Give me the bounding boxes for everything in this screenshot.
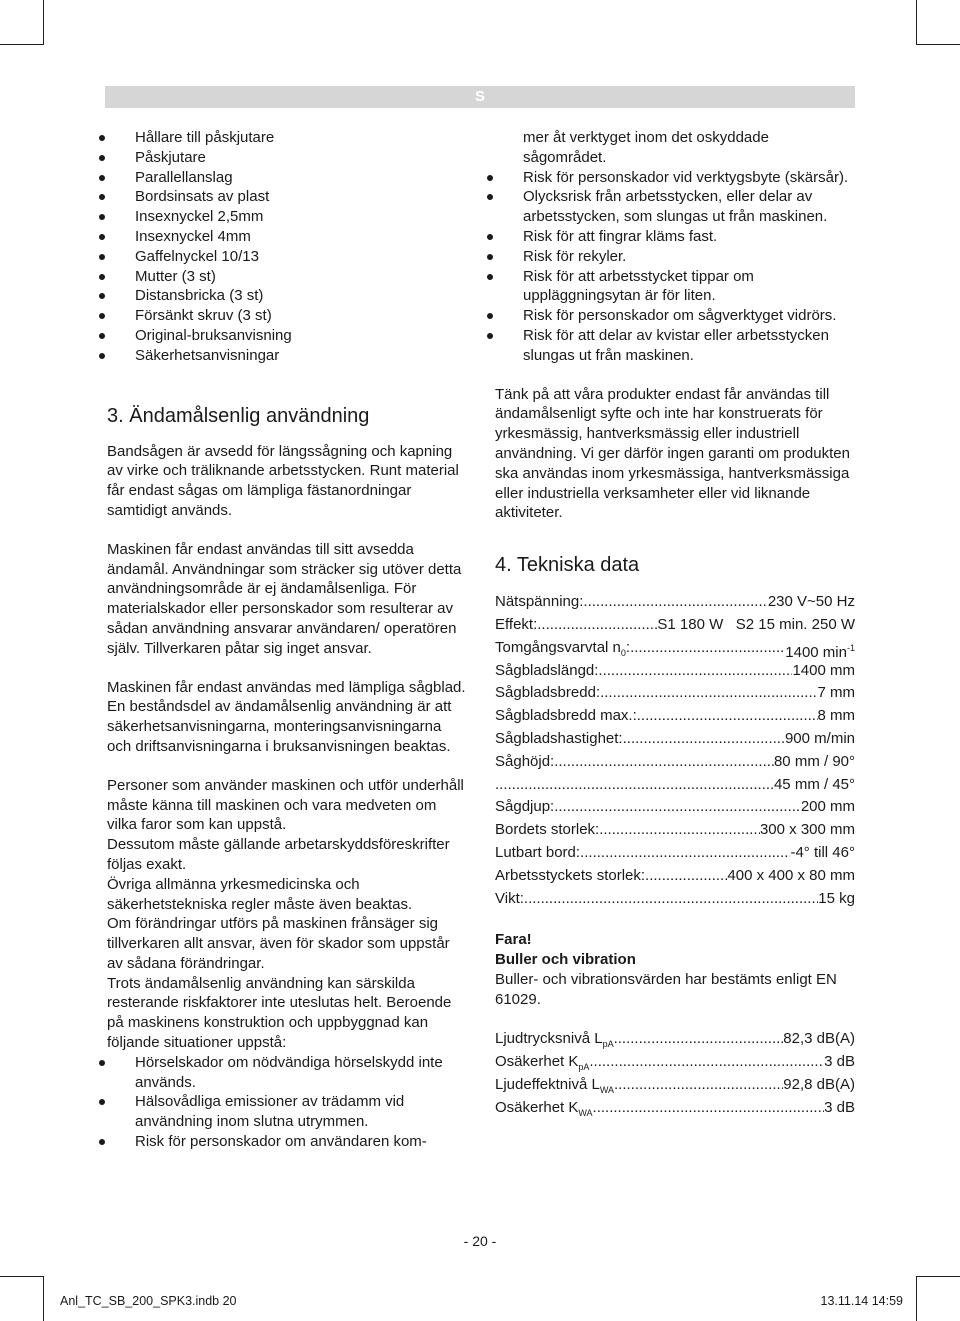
crop-mark <box>916 0 917 45</box>
paragraph: Trots ändamålsenlig användning kan särskilda resterande riskfaktorer inte uteslutas helt. Beroende på maskinens konstruktion och uppbyggnad kan följande situationer uppstå: <box>107 974 452 1052</box>
spec-label: Lutbart bord: <box>495 843 581 861</box>
spec-row <box>495 1028 855 1051</box>
crop-mark <box>916 1276 917 1321</box>
spec-label: Bordets storlek: <box>495 821 600 839</box>
spec-label: Osäkerhet $K_{WA}$ <box>495 1098 593 1118</box>
list-item: Påskjutare <box>107 148 467 168</box>
paragraph: Maskinen får endast användas med lämpliga sågblad. En beståndsdel av ändamålsenlig användning är att säkerhetsanvisningarna, monteringsanvisningarna och driftsanvisningarna i bruksanvisningen beaktas. <box>107 678 466 755</box>
spec-label: Arbetsstyckets storlek: <box>495 866 646 884</box>
language-header-bar <box>105 86 855 108</box>
continued-text: mer åt verktyget inom det oskyddade sågområdet. <box>523 129 769 166</box>
list-item: Olycksrisk från arbetsstycken, eller delar av arbetsstycken, som slungas ut från maskinen. <box>495 187 855 227</box>
spec-label: Nätspänning: <box>495 593 584 611</box>
crop-mark <box>0 44 44 45</box>
spec-row <box>495 614 855 637</box>
spec-value: -4° till 46° <box>790 843 855 861</box>
list-item: Risk för att fingrar kläms fast. <box>495 227 855 247</box>
list-item: Risk för personskador vid verktygsbyte (skärsår). <box>495 168 855 188</box>
spec-value: 3 dB <box>824 1098 855 1116</box>
spec-value: 3 dB <box>824 1053 855 1071</box>
spec-value: 7 mm <box>817 684 855 702</box>
spec-row <box>495 637 855 660</box>
list-item: Risk för att arbetsstycket tippar om uppläggningsytan är för liten. <box>495 267 855 307</box>
spec-row <box>495 705 855 728</box>
noise-title: Buller och vibration <box>495 951 636 969</box>
spec-row <box>495 888 855 911</box>
list-item: Risk för rekyler. <box>495 247 855 267</box>
list-item: Mutter (3 st) <box>107 267 467 287</box>
paragraph: Tänk på att våra produkter endast får användas till ändamålsenligt syfte och inte har konstruerats för yrkesmässig, hantverksmässig eller industriell användning. Vi ger därför ingen garanti om produkten ska användas inom yrkesmässiga, hantverksmässiga eller industriella verksamheter eller vid liknande aktiviteter. <box>495 385 850 522</box>
spec-label: Vikt: <box>495 889 524 907</box>
spec-value: 1400 mm <box>792 661 855 679</box>
spec-row <box>495 1097 855 1120</box>
crop-mark <box>916 1276 960 1277</box>
page-number: - 20 - <box>463 1233 497 1249</box>
spec-value: 300 x 300 mm <box>759 821 855 839</box>
spec-value: 92,8 dB(A) <box>783 1076 855 1094</box>
danger-label: Fara! <box>495 931 532 949</box>
risk-list-continued <box>495 168 855 366</box>
noise-table <box>495 1028 855 1119</box>
crop-mark <box>43 1276 44 1321</box>
list-item: Försänkt skruv (3 st) <box>107 306 467 326</box>
spec-label: Sågbladsbredd max.: <box>495 707 637 725</box>
crop-mark <box>916 44 960 45</box>
spec-label: Sågbladslängd: <box>495 661 599 679</box>
accessory-list <box>107 128 467 366</box>
right-column <box>495 128 855 1120</box>
crop-mark <box>0 1276 44 1277</box>
spec-value: 230 V~50 Hz <box>767 593 855 611</box>
list-item: Distansbricka (3 st) <box>107 286 467 306</box>
left-column <box>107 128 467 1152</box>
footer-date: 13.11.14 14:59 <box>820 1294 903 1308</box>
spec-row <box>495 1074 855 1097</box>
spec-value: 82,3 dB(A) <box>783 1030 855 1048</box>
paragraph: Dessutom måste gällande arbetarskyddsföreskrifter följas exakt. <box>107 836 450 873</box>
spec-row <box>495 682 855 705</box>
paragraph: Personer som använder maskinen och utför underhåll måste känna till maskinen och vara medveten om vilka faror som kan uppstå. <box>107 776 464 834</box>
list-item: Bordsinsats av plast <box>107 187 467 207</box>
spec-row <box>495 751 855 774</box>
language-letter: S <box>474 88 485 105</box>
spec-value: 900 m/min <box>784 729 855 747</box>
list-item: Hälsovådliga emissioner av trädamm vid användning inom slutna utrymmen. <box>107 1092 467 1132</box>
paragraph: Bandsågen är avsedd för längssågning och kapning av virke och träliknande arbetsstycken. Runt material får endast sågas om lämpliga fästanordningar samtidigt används. <box>107 442 459 519</box>
list-item: Risk för personskador om användaren kom- <box>107 1132 467 1152</box>
spec-label: Tomgångsvarvtal $n_0$: <box>495 638 631 658</box>
list-item: Hållare till påskjutare <box>107 128 467 148</box>
spec-row <box>495 728 855 751</box>
spec-row <box>495 865 855 888</box>
list-item: Gaffelnyckel 10/13 <box>107 247 467 267</box>
spec-label: Såghöjd: <box>495 752 555 770</box>
spec-label: Sågbladsbredd: <box>495 684 601 702</box>
spec-value: S1 180 W S2 15 min. 250 W <box>657 615 855 633</box>
list-item: Parallellanslag <box>107 168 467 188</box>
paragraph: Övriga allmänna yrkesmedicinska och säkerhetstekniska regler måste även beaktas. <box>107 875 413 913</box>
spec-value: 400 x 400 x 80 mm <box>727 866 855 884</box>
spec-value: 1400 $\min^{-1}$ <box>785 642 855 660</box>
spec-value: 80 mm / 90° <box>773 752 855 770</box>
list-item: Insexnyckel 4mm <box>107 227 467 247</box>
risk-list <box>107 1053 467 1152</box>
paragraph: Buller- och vibrationsvärden har bestämts enligt EN 61029. <box>495 970 837 1008</box>
list-item: Säkerhetsanvisningar <box>107 346 467 366</box>
spec-row <box>495 660 855 683</box>
spec-table <box>495 591 855 910</box>
paragraph: Om förändringar utförs på maskinen frånsäger sig tillverkaren allt ansvar, även för skador som uppstår av sådana förändringar. <box>107 915 450 972</box>
spec-value: 15 kg <box>818 889 855 907</box>
spec-label: Ljudtrycksnivå $L_{pA}$ <box>495 1030 614 1050</box>
crop-mark <box>43 0 44 45</box>
paragraph: Maskinen får endast användas till sitt avsedda ändamål. Användningar som sträcker sig utöver detta användningsområde är ej ändamålsenliga. För materialskador eller personskador som resulterar av sådan användning ansvarar användaren/ operatören själv. Tillverkaren påtar sig inget ansvar. <box>107 540 462 657</box>
spec-row <box>495 1051 855 1074</box>
list-item: Insexnyckel 2,5mm <box>107 207 467 227</box>
spec-row <box>495 796 855 819</box>
spec-row <box>495 819 855 842</box>
section-4-title: 4. Tekniska data <box>495 554 640 577</box>
spec-value: 8 mm <box>817 707 855 725</box>
spec-value: 45 mm / 45° <box>773 775 855 793</box>
section-3-title: 3. Ändamålsenlig användning <box>107 404 370 427</box>
spec-label: Sågdjup: <box>495 798 555 816</box>
spec-label: Osäkerhet $K_{pA}$ <box>495 1053 590 1073</box>
list-item: Hörselskador om nödvändiga hörselskydd inte används. <box>107 1053 467 1093</box>
spec-row <box>495 842 855 865</box>
spec-row <box>495 591 855 614</box>
spec-row <box>495 774 855 797</box>
spec-label: Ljudeffektnivå $L_{WA}$ <box>495 1076 614 1096</box>
spec-label: Effekt: <box>495 615 538 633</box>
footer-file: Anl_TC_SB_200_SPK3.indb 20 <box>60 1294 237 1308</box>
list-item: Original-bruksanvisning <box>107 326 467 346</box>
spec-label: Sågbladshastighet: <box>495 729 623 747</box>
spec-value: 200 mm <box>800 798 855 816</box>
list-item: Risk för personskador om sågverktyget vidrörs. <box>495 306 855 326</box>
list-item: Risk för att delar av kvistar eller arbetsstycken slungas ut från maskinen. <box>495 326 855 366</box>
